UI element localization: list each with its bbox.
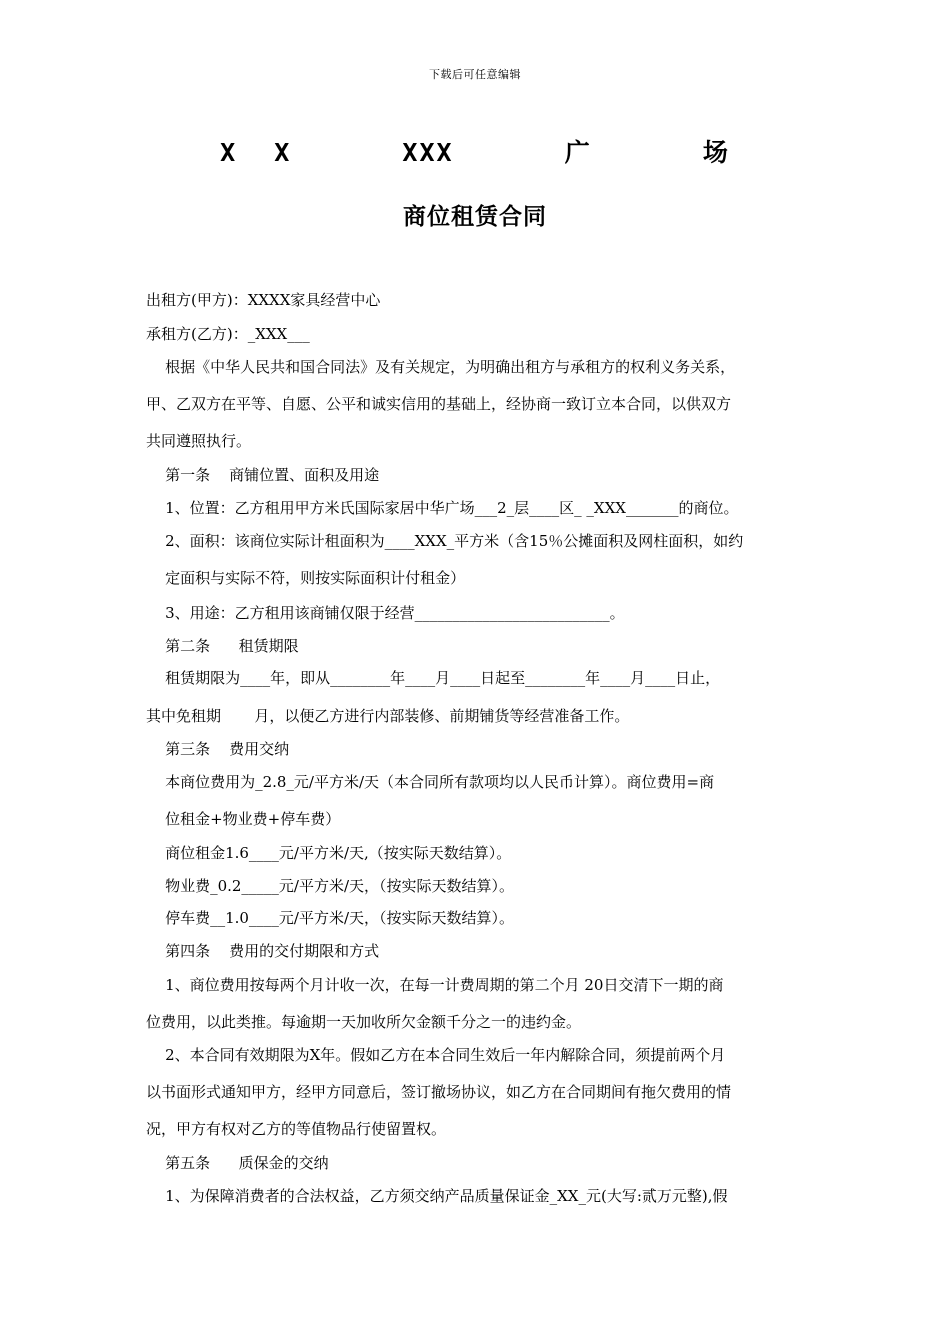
clause-line: 况，甲方有权对乙方的等值物品行使留置权。 — [146, 1120, 447, 1138]
clause-line: 以书面形式通知甲方，经甲方同意后，签订撤场协议，如乙方在合同期间有拖欠费用的情 — [146, 1083, 732, 1101]
clause-line: 位租金+物业费+停车费） — [146, 810, 341, 828]
clause-line: 3、用途：乙方租用该商铺仅限于经营__________________________。 — [146, 604, 625, 622]
clause-line: 商位租金1.6____元/平方米/天,（按实际天数结算）。 — [146, 844, 512, 862]
clause-line: 本商位费用为_2.8_元/平方米/天（本合同所有款项均以人民币计算）。商位费用=商 — [146, 773, 715, 791]
clause-line: 1、为保障消费者的合法权益，乙方须交纳产品质量保证金_XX_元(大写:贰万元整),假 — [146, 1187, 728, 1205]
header-note: 下载后可任意编辑 — [429, 68, 521, 81]
clause-line: 位费用，以此类推。每逾期一天加收所欠金额千分之一的违约金。 — [146, 1013, 582, 1031]
article-heading: 第四条 费用的交付期限和方式 — [146, 942, 380, 960]
body-paragraph-line: 根据《中华人民共和国合同法》及有关规定，为明确出租方与承租方的权利义务关系， — [146, 358, 736, 376]
article-heading: 第五条 质保金的交纳 — [146, 1154, 329, 1172]
article-heading: 第二条 租赁期限 — [146, 637, 299, 655]
lessee-line: 承租方(乙方)：_XXX___ — [146, 325, 310, 343]
article-heading: 第一条 商铺位置、面积及用途 — [146, 466, 380, 484]
clause-line: 其中免租期 月，以便乙方进行内部装修、前期铺货等经营准备工作。 — [146, 707, 630, 725]
clause-line: 物业费_0.2_____元/平方米/天，（按实际天数结算）。 — [146, 877, 515, 895]
lessor-line: 出租方(甲方)：XXXX家具经营中心 — [146, 291, 381, 309]
clause-line: 停车费__1.0____元/平方米/天，（按实际天数结算）。 — [146, 909, 515, 927]
clause-line: 1、商位费用按每两个月计收一次，在每一计费周期的第二个月 20日交清下一期的商 — [146, 976, 724, 994]
document-title: X X XXX 广 场 — [220, 138, 730, 167]
body-paragraph-line: 共同遵照执行。 — [146, 432, 252, 450]
clause-line: 定面积与实际不符，则按实际面积计付租金） — [146, 569, 466, 587]
clause-line: 2、面积：该商位实际计租面积为____XXX_平方米（含15％公摊面积及网柱面积，如约 — [146, 532, 744, 550]
article-heading: 第三条 费用交纳 — [146, 740, 290, 758]
clause-line: 租赁期限为____年，即从________年____月____日起至________年____月____日止， — [146, 669, 721, 687]
body-paragraph-line: 甲、乙双方在平等、自愿、公平和诚实信用的基础上，经协商一致订立本合同，以供双方 — [146, 395, 732, 413]
clause-line: 2、本合同有效期限为X年。假如乙方在本合同生效后一年内解除合同，须提前两个月 — [146, 1046, 726, 1064]
document-subtitle: 商位租赁合同 — [403, 203, 547, 230]
clause-line: 1、位置：乙方租用甲方米氏国际家居中华广场___2_层____区_ _XXX_______的商位。 — [146, 499, 739, 517]
